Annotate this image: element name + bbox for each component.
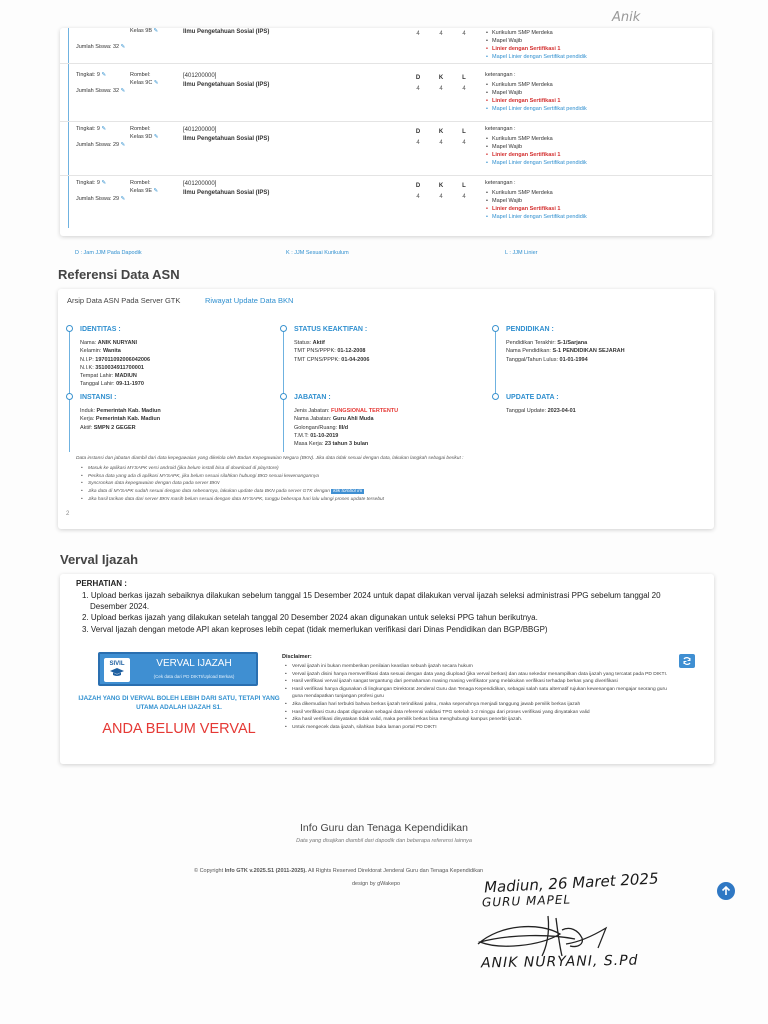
asn-note-item: • Periksa data yang ada di aplikasi MYSAPK, jika belum sesuai silahkan hubungi BKD sesuai kewenangannya [80,473,700,481]
asn-note-item: • Jika hasil tarikan data dari server BKN masih belum sesuai dengan data MYSAPK, tunggu beberapa hari lalu ulangi proses update tersebut [80,496,700,504]
dkl-head-l: L [462,183,466,189]
kv-line [80,415,270,423]
timeline-dot [280,393,287,400]
copyright-pre: © Copyright [194,868,224,874]
ket-item: • Mapel Wajib [485,90,715,98]
edit-icon[interactable]: ✎ [101,180,107,186]
ket-item: • Kurikulum SMP Merdeka [485,30,715,38]
disclaimer-item: • Untuk mengecek data ijazah, silahkan buka laman portal PD DIKTI [284,724,676,732]
tingkat-label: Tingkat: 9 ✎ [76,180,107,186]
dkl-head [412,182,470,191]
dkl-values [412,30,470,50]
disclaimer-item: • Verval ijazah ini bukan memberikan penilaian keaslian sebuah ijazah secara hukum [284,663,676,671]
tingkat-label: Tingkat: 9 ✎ [76,72,107,78]
keterangan [485,72,715,114]
kv-line [294,424,484,432]
identitas-title: IDENTITAS : [80,326,121,333]
kv-value: Pemerintah Kab. Madiun [96,408,161,414]
scroll-top-button[interactable] [717,882,735,900]
jumlah-siswa: Jumlah Siswa: 32 ✎ [76,44,126,50]
kv-key: Nama Jabatan: [294,416,332,423]
ket-item: • Mapel Linier dengan Sertifikat pendidik [485,54,715,62]
kv-line [506,356,706,364]
disclaimer-item: • Jika hasil verifikasi dinyatakan tidak valid, maka pemilik berkas bisa menghubungi kampus penerbit ijazah. [284,716,676,724]
kelas-label: Kelas 9C ✎ [130,79,159,86]
ket-item: • Linier dengan Sertifikasi 1 [485,152,715,160]
multi-ijazah-note: IJAZAH YANG DI VERVAL BOLEH LEBIH DARI SATU, TETAPI YANG UTAMA ADALAH IJAZAH S1. [78,695,280,712]
ket-item: • Mapel Wajib [485,198,715,206]
kv-key: Status: [294,340,312,346]
ket-item: • Kurikulum SMP Merdeka [485,190,715,198]
mapel-kode: [401200000] [183,73,217,79]
kv-value: 01-12-2008 [337,348,366,355]
legend-d: D : Jam JJM Pada Dapodik [75,250,142,256]
keterangan-label: keterangan : [485,72,516,78]
kv-value: 01-04-2006 [341,356,370,363]
kelas-label: Kelas 9B ✎ [130,28,159,34]
keterangan-label: keterangan : [485,180,516,186]
kv-key: Masa Kerja: [294,441,324,447]
table-row [60,176,712,228]
jumlah-siswa: Jumlah Siswa: 29 ✎ [76,141,126,148]
mapel-name: Ilmu Pengetahuan Sosial (IPS) [183,189,270,196]
update-bkn-link[interactable]: klik tombol ini [333,489,363,495]
mapel [183,72,383,89]
kv-key: Kelamin: [80,348,102,355]
ket-item: • Linier dengan Sertifikasi 1 [485,46,715,54]
kelas-label: Kelas 9E ✎ [130,187,159,194]
dkl-nums [412,30,470,39]
copyright-post: All Rights Reserved Direktorat Jenderal Guru dan Tenaga Kependidikan [308,868,484,874]
update-title: UPDATE DATA : [506,394,559,401]
ket-item: • Linier dengan Sertifikasi 1 [485,206,715,214]
asn-notes [80,465,700,503]
dkl-k: 4 [439,31,443,37]
verval-status: ANDA BELUM VERVAL [102,721,256,737]
dkl-head-d: D [415,129,421,135]
asn-note-item: • Masuk ke aplikasi MYSAPK versi android (jika belum install bisa di download di playstore) [80,465,700,473]
ket-item: • Mapel Linier dengan Sertifikat pendidik [485,160,715,168]
kv-value: 09-11-1970 [116,381,144,388]
kv-value: Pemerintah Kab. Madiun [95,416,161,423]
edit-icon[interactable]: ✎ [120,87,126,94]
dkl-k: 4 [439,194,443,201]
dkl-head-k: K [438,75,444,81]
perhatian-list [82,590,697,635]
rombel [130,28,182,36]
sivil-logo [104,658,130,682]
mapel [183,126,383,143]
edit-icon[interactable]: ✎ [120,141,126,148]
kv-line [294,347,484,355]
dkl-head-l: L [462,75,466,81]
asn-note-item [80,488,700,496]
dkl-head-k: K [438,129,444,135]
verval-ijazah-button[interactable] [98,652,258,686]
kv-value: FUNGSIONAL TERTENTU [331,408,399,414]
rombel [130,180,182,196]
sivil-logo-text: SIVIL [109,661,125,667]
mapel-name: Ilmu Pengetahuan Sosial (IPS) [183,29,270,35]
kv-key: Pendidikan Terakhir: [506,340,556,346]
bottom-marker: 2 [66,511,70,517]
kv-value: SMPN 2 GEGER [93,424,136,431]
kv-key: Nama: [80,340,97,346]
dkl-head-k: K [438,183,444,189]
row-meta [76,126,128,150]
edit-icon[interactable]: ✎ [101,126,107,132]
jumlah-siswa: Jumlah Siswa: 32 ✎ [76,87,126,94]
kv-line [80,339,270,347]
edit-icon[interactable]: ✎ [153,187,159,194]
rombel-label: Rombel: [130,126,151,132]
signature-name: ANIK NURYANI, S.Pd [480,952,639,972]
instansi-title: INSTANSI : [80,394,117,401]
kv-value: 3510034911700001 [95,364,144,371]
dkl-head-d: D [415,183,421,189]
kv-value: Guru Ahli Muda [332,416,374,423]
graduation-cap-icon [110,668,124,677]
disclaimer-item: • Hasil Verifikasi Guru dapat digunakan sebagai data referensi validasi TPG setelah 1-2 minggu dari proses verifikasi yang dinyatakan valid [284,709,676,717]
kv-line [80,364,270,372]
kv-key: Tempat Lahir: [80,373,114,379]
copyright-brand: Info GTK v.2025.S1 (2011-2025). [224,868,307,874]
mapel-kode: [401200000] [183,127,217,133]
status-body [294,339,484,364]
dkl-head [412,74,470,83]
identitas-body [80,339,270,389]
table-row [60,68,712,122]
kv-value: Wanita [102,348,121,355]
kv-key: Tanggal/Tahun Lulus: [506,356,558,363]
dkl-k: 4 [439,86,443,93]
jabatan-body [294,407,484,448]
dkl-l: 4 [462,31,466,37]
instansi-body [80,407,270,432]
dkl-d: 4 [416,86,420,93]
dkl-l: 4 [462,194,466,201]
corner-handwriting: Anik [612,10,641,25]
kv-value: MADIUN [114,373,137,379]
keterangan [485,126,715,168]
dkl-head-l: L [462,129,466,135]
kv-key: Aktif: [80,424,93,431]
disclaimer-item: • Hasil verifikasi verval ijazah sangat tergantung dari pemahaman masing masing verifikator yang melakukan verifikasi terhadap berkas yang diverifikasi [284,678,676,686]
ijazah-section-title: Verval Ijazah [60,552,139,567]
verval-button-title: VERVAL IJAZAH [156,658,232,669]
asn-note-item: • Syncronkan data kepegawaian dengan data pada server BKN [80,480,700,488]
footer-title: Info Guru dan Tenaga Kependidikan [300,822,468,834]
dkl-values [412,74,470,94]
kv-value: III/d [338,424,349,431]
kv-line [506,339,706,347]
kv-line [294,432,484,440]
kv-key: T.M.T: [294,432,309,439]
disclaimer-item: • Hasil verifikasi hanya digunakan di lingkungan Direktorat Jenderal Guru dan Tenaga Kependidikan, sebagai salah satu alternatif rujukan kewenangan mengajar seorang guru guna mendapatkan tunjangan profesi guru [284,686,676,701]
row-meta [76,180,128,204]
dkl-d: 4 [416,194,420,201]
timeline-dot [492,393,499,400]
footer-design: design by gWakepo [352,881,401,887]
ket-item: • Kurikulum SMP Merdeka [485,136,715,144]
dkl-d: 4 [416,140,420,147]
keterangan-label: keterangan : [485,126,516,132]
timeline-dot [280,325,287,332]
table-row [60,122,712,176]
mapel-name: Ilmu Pengetahuan Sosial (IPS) [183,135,270,142]
kv-value: 01-01-1994 [559,356,588,363]
dkl-l: 4 [462,86,466,93]
ket-item: • Kurikulum SMP Merdeka [485,82,715,90]
kv-line [506,347,706,355]
timeline-dot [66,393,73,400]
subjects-table-card [60,28,712,236]
kelas-label: Kelas 9D ✎ [130,133,159,140]
signature-place-date: Madiun, 26 Maret 2025 [483,869,659,897]
dkl-nums [412,139,470,148]
edit-icon[interactable]: ✎ [153,79,159,86]
ijazah-card [60,574,714,764]
disclaimer-title: Disclaimer: [282,654,312,660]
update-body [506,407,706,415]
table-row [60,24,712,64]
kv-key: Tanggal Lahir: [80,381,115,388]
kv-line [80,347,270,355]
refresh-icon [679,654,695,668]
kv-value: Aktif [312,340,325,346]
disclaimer-item: • Jika dikemudian hari terbukti bahwa berkas ijazah terindikasi palsu, maka sepenuhnya menjadi tanggung jawab pemilik berkas ijazah [284,701,676,709]
kv-key: N.I.P: [80,356,94,363]
pendidikan-body [506,339,706,364]
ket-item: • Linier dengan Sertifikasi 1 [485,98,715,106]
tab-arsip[interactable]: Arsip Data ASN Pada Server GTK [67,296,181,305]
refresh-button[interactable] [679,654,695,668]
kv-value: S-1/Sarjana [557,340,588,346]
kv-value: S-1 PENDIDIKAN SEJARAH [552,348,625,355]
dkl-head-d: D [415,75,421,81]
dkl-d: 4 [416,31,420,37]
dkl-nums [412,85,470,94]
kv-value: 23 tahun 3 bulan [324,441,369,447]
kv-line [294,415,484,423]
row-meta [76,28,128,52]
edit-icon[interactable]: ✎ [101,72,107,78]
dkl-l: 4 [462,140,466,147]
signature-role: GURU MAPEL [481,892,572,910]
ket-item: • Mapel Wajib [485,144,715,152]
rombel-label: Rombel: [130,72,151,78]
edit-icon[interactable]: ✎ [153,133,159,140]
footer-subtitle: Data yang disajikan diambil dari dapodik dan beberapa referensi lainnya [296,838,472,844]
perhatian-item: 3. Verval Ijazah dengan metode API akan keproses lebih cepat (tidak memerlukan verifikasi dari Dinas Pendidikan dan BGP/BBGP) [82,624,548,634]
jabatan-title: JABATAN : [294,394,331,401]
kv-key: Golongan/Ruang: [294,424,338,431]
rombel [130,72,182,88]
edit-icon[interactable]: ✎ [153,28,159,34]
legend-k: K : JJM Sesuai Kurikulum [286,250,349,256]
kv-key: Kerja: [80,416,95,423]
kv-value: 2023-04-01 [547,408,576,414]
kv-value: ANIK NURYANI [97,340,138,346]
ket-item: • Mapel Wajib [485,38,715,46]
kv-line [294,407,484,415]
legend-l: L : JJM Linier [505,250,538,256]
asn-section-title: Referensi Data ASN [58,267,180,282]
edit-icon[interactable]: ✎ [120,195,126,202]
kv-value: 197011092006042006 [95,356,151,363]
jumlah-siswa: Jumlah Siswa: 29 ✎ [76,195,126,202]
rombel-label: Rombel: [130,180,151,186]
status-title: STATUS KEAKTIFAN : [294,326,368,333]
tab-riwayat[interactable]: Riwayat Update Data BKN [205,296,294,305]
mapel-kode: [401200000] [183,181,217,187]
kv-line [80,407,270,415]
disclaimer-list [284,663,676,731]
disclaimer-item: • Verval ijazah disini hanya memverifikasi data sesuai dengan data yang diupload (jika verval berkas) dan atau sekedar menampilkan data ijazah yang tercatat pada PD DIKTI. [284,671,676,679]
kv-key: TMT PNS/PPPK: [294,348,336,355]
kv-key: TMT CPNS/PPPK: [294,356,340,363]
dkl-k: 4 [439,140,443,147]
pendidikan-title: PENDIDIKAN : [506,326,554,333]
arrow-up-icon [717,882,735,900]
dkl-values [412,182,470,202]
dkl-nums [412,193,470,202]
asn-note-text: Jika data di MYSAPK sudah sesuai dengan data sebenarnya, lakukan update data BKN pada server GTK dengan [88,489,330,495]
kv-key: Jenis Jabatan: [294,408,330,414]
footer-copyright [194,868,594,874]
kv-line [80,356,270,364]
kv-key: N.I.K: [80,364,94,371]
perhatian-item: 1. Upload berkas ijazah sebaiknya dilakukan sebelum tanggal 15 Desember 2024 untuk dapat dilakukan verval ijazah seleksi administrasi PPG sebelum tanggal 20 Desember 2024. [82,591,661,612]
rombel [130,126,182,142]
keterangan [485,28,715,62]
kv-line [506,407,706,415]
perhatian-item: 2. Upload berkas ijazah yang dilakukan setelah tanggal 20 Desember 2024 akan digunakan untuk seleksi PPG tahun berikutnya. [82,613,538,623]
kv-value: 01-10-2019 [310,432,339,439]
mapel [183,28,383,37]
ket-item: • Mapel Linier dengan Sertifikat pendidik [485,106,715,114]
row-meta [76,72,128,96]
kv-line [294,440,484,448]
kv-line [294,356,484,364]
mapel [183,180,383,197]
timeline-dot [66,325,73,332]
perhatian-title: PERHATIAN : [76,579,127,588]
dkl-head [412,128,470,137]
kv-line [294,339,484,347]
verval-button-sub: (Cek data dari PD DIKTI/Upload Berkas) [153,674,235,679]
ket-item: • Mapel Linier dengan Sertifikat pendidik [485,214,715,222]
mapel-name: Ilmu Pengetahuan Sosial (IPS) [183,81,270,88]
kv-line [80,380,270,388]
keterangan [485,180,715,222]
asn-card [58,289,714,529]
kv-key: Tanggal Update: [506,408,547,414]
kv-key: Induk: [80,408,95,414]
kv-line [80,424,270,432]
dkl-values [412,128,470,148]
asn-note-intro: Data instansi dan jabatan diambil dari data kepegawaian yang dikelola oleh Badan Kepegawaian Negara (BKN). Jika data tidak sesuai dengan data, lakukan langkah sebagai berikut : [76,456,464,461]
tingkat-label: Tingkat: 9 ✎ [76,126,107,132]
timeline-dot [492,325,499,332]
kv-line [80,372,270,380]
kv-key: Nama Pendidikan: [506,348,551,355]
edit-icon[interactable]: ✎ [120,44,126,50]
